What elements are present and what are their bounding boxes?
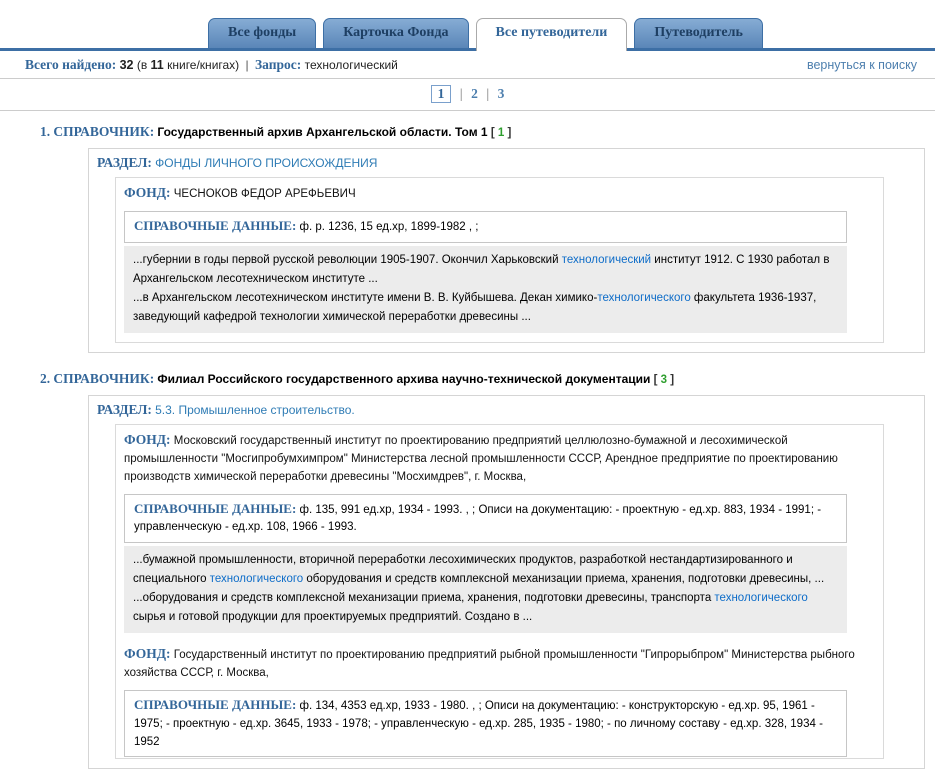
handbook-label: СПРАВОЧНИК: [53,124,155,139]
section-box [88,395,925,769]
tab-all-fonds[interactable]: Все фонды [208,18,316,48]
in-books-suffix: книге/книгах) [167,58,240,72]
snippet-pre: ...в Архангельском лесотехническом институте имени В. В. Куйбышева. Декан химико- [133,291,598,304]
entry-number: 2. [40,370,51,386]
refdata-box [124,494,847,544]
fond-box [115,177,884,343]
page-link-3[interactable]: 3 [497,86,505,101]
fond-name: Государственный институт по проектированию предприятий рыбной промышленности "Гипрорыбпром" Министерства рыбного хозяйства СССР, г. Москва, [124,649,855,680]
bracket-close: ] [507,127,512,139]
result-entry-2 [0,366,935,769]
fond-row [122,180,883,208]
bracket-open: [ [653,373,658,386]
snippet [133,251,838,289]
in-books-prefix: (в [136,58,148,72]
found-count: 32 [119,58,134,72]
query-label: Запрос: [255,57,302,72]
section-label: РАЗДЕЛ: [97,402,152,418]
refdata-box [124,690,847,757]
page-current: 1 [431,85,452,103]
search-term-highlight: технологический [561,253,652,266]
snippet-box [124,546,847,633]
snippet-pre: ...губернии в годы первой русской революции 1905-1907. Окончил Харьковский [133,253,562,266]
pagination [0,79,935,111]
books-count: 11 [150,58,164,72]
search-term-highlight: технологического [714,592,808,605]
section-row [95,400,924,422]
snippet [133,289,838,327]
handbook-label: СПРАВОЧНИК: [53,370,155,386]
section-row [95,153,924,175]
search-term-highlight: технологического [209,573,304,586]
snippet-box [124,246,847,333]
back-to-search-link[interactable]: вернуться к поиску [806,58,917,72]
tab-fond-card[interactable]: Карточка Фонда [323,18,468,48]
fond-box [115,424,884,759]
bracket-close: ] [670,373,675,386]
refdata-label: СПРАВОЧНЫЕ ДАННЫЕ: [134,500,297,516]
tab-all-guides[interactable]: Все путеводители [476,18,628,51]
refdata-value: ф. 135, 991 ед.хр, 1934 - 1993. , ; Описи на документацию: - проектную - ед.хр. 883, 1934 - 1991; - управленческую - ед.хр. 108, 1966 - 1993. [134,503,822,534]
snippet-pre: ...бумажной промышленности, вторичной переработки лесохимических продуктов, разработкой нестандартизированного и специального [133,554,793,586]
section-label: РАЗДЕЛ: [97,155,152,171]
tab-bar [0,0,935,51]
refdata-value: ф. 134, 4353 ед.хр, 1933 - 1980. , ; Описи на документацию: - конструкторскую - ед.хр. 95, 1961 - 1975; - проектную - ед.хр. 3645, 1933 - 1978; - управленческую - ед.хр. 285, 1935 - 1980; - по личному составу - ед.хр. 328, 1934 - 1952 [134,699,823,748]
snippet [133,551,838,589]
refdata-label: СПРАВОЧНЫЕ ДАННЫЕ: [134,218,297,234]
snippet-post: оборудования и средств комплексной механизации приема, хранения, подготовки древесины, ... [303,573,825,586]
pagination-separator-2: | [486,86,490,101]
entry-count: 3 [660,373,668,386]
section-box [88,148,925,353]
refdata-value: ф. р. 1236, 15 ед.хр, 1899-1982 , ; [299,221,479,234]
handbook-title: Филиал Российского государственного архива научно-технической документации [157,371,651,386]
tab-guide[interactable]: Путеводитель [634,18,763,48]
entry-count: 1 [497,127,505,139]
snippet-post: факультета 1936-1937, заведующий кафедрой технологии химической переработки древесины ... [133,291,817,323]
entry-title [0,366,935,392]
handbook-title: Государственный архив Архангельской области. Том 1 [157,125,488,139]
entry-number: 1. [40,124,51,139]
search-term-highlight: технологического [597,291,691,304]
fond-label: ФОНД: [124,185,171,201]
section-link[interactable]: ФОНДЫ ЛИЧНОГО ПРОИСХОЖДЕНИЯ [155,156,378,171]
bracket-open: [ [490,127,495,139]
snippet-post: сырья и готовой продукции для проектируемых предприятий. Создано в ... [133,611,533,624]
page-link-2[interactable]: 2 [471,86,478,101]
fond-name: ЧЕСНОКОВ ФЕДОР АРЕФЬЕВИЧ [173,188,356,201]
fond-row [122,427,883,491]
snippet-pre: ...оборудования и средств комплексной механизации приема, хранения, подготовки древесины, транспорта [133,592,715,605]
pagination-separator-1: | [459,86,463,101]
section-link[interactable]: 5.3. Промышленное строительство. [155,403,355,418]
results-bar [0,51,935,79]
snippet-post: институт 1912. С 1930 работал в Архангельском лесотехническом институте ... [133,253,830,285]
entry-title [0,119,935,145]
fond-name: Московский государственный институт по проектированию предприятий целлюлозно-бумажной и лесохимической промышленности "Мосгипробумхимпром" Министерства лесной промышленности СССР, Арендное предприятие по проектированию производств химической переработки древесины "Мосхимдрев", г. Москва, [124,435,838,483]
refdata-box [124,211,847,243]
query-value: технологический [304,58,398,72]
snippet [133,589,838,627]
found-label: Всего найдено: [25,57,117,72]
results-list [0,111,935,769]
fond-label: ФОНД: [124,432,171,448]
result-entry-1 [0,119,935,353]
summary-separator: | [245,58,249,72]
refdata-label: СПРАВОЧНЫЕ ДАННЫЕ: [134,696,297,712]
results-summary [25,57,398,73]
fond-row [122,641,883,687]
fond-label: ФОНД: [124,646,171,662]
